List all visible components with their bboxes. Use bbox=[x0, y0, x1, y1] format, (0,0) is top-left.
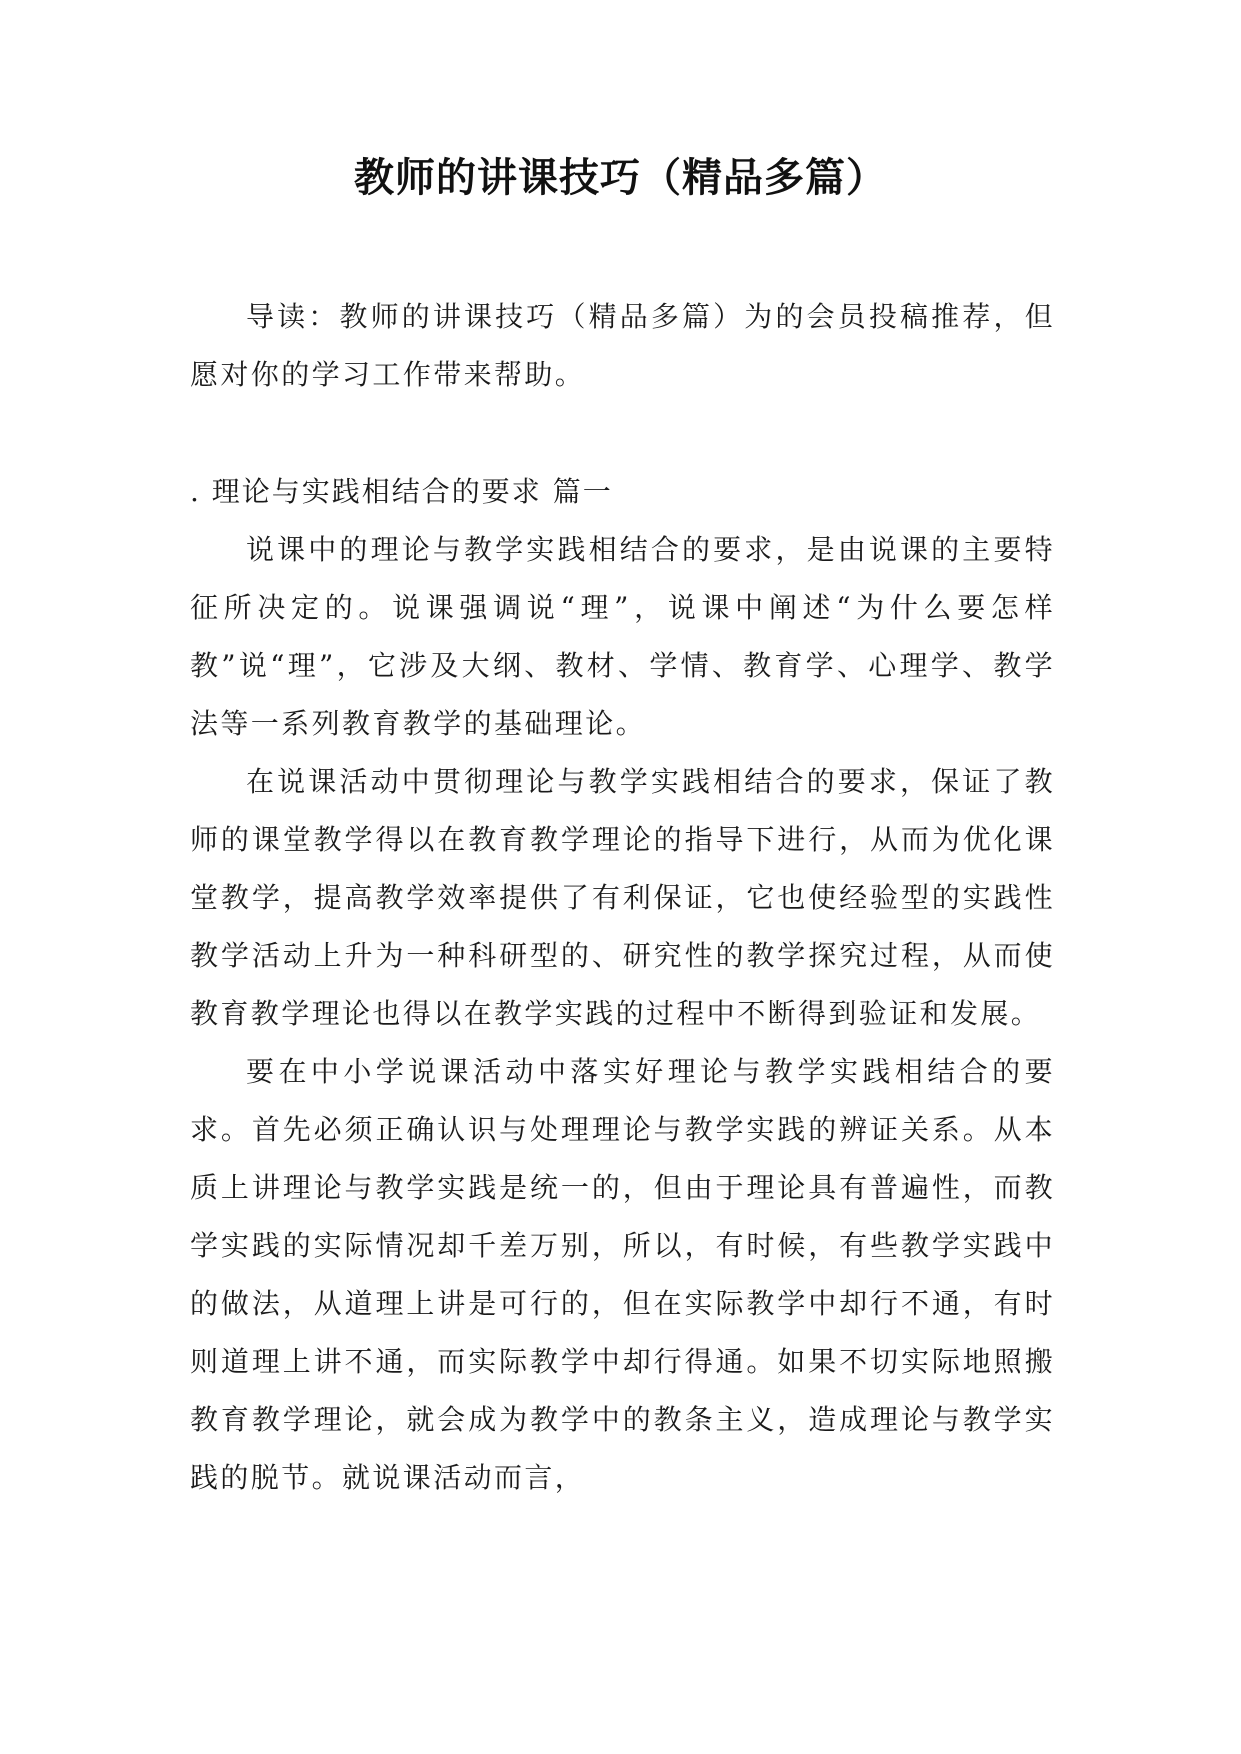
section-body bbox=[190, 521, 1055, 1507]
body-paragraph-2: 在说课活动中贯彻理论与教学实践相结合的要求，保证了教师的课堂教学得以在教育教学理论的指导下进行，从而为优化课堂教学，提高教学效率提供了有利保证，它也使经验型的实践性教学活动上升为一种科研型的、研究性的教学探究过程，从而使教育教学理论也得以在教学实践的过程中不断得到验证和发展。 bbox=[190, 765, 1055, 1030]
body-paragraph-1: 说课中的理论与教学实践相结合的要求，是由说课的主要特征所决定的。说课强调说“理”，说课中阐述“为什么要怎样教”说“理”，它涉及大纲、教材、学情、教育学、心理学、教学法等一系列教育教学的基础理论。 bbox=[190, 533, 1055, 740]
section-heading: . 理论与实践相结合的要求 篇一 bbox=[190, 475, 613, 508]
body-paragraph-3: 要在中小学说课活动中落实好理论与教学实践相结合的要求。首先必须正确认识与处理理论与教学实践的辨证关系。从本质上讲理论与教学实践是统一的，但由于理论具有普遍性，而教学实践的实际情况却千差万别，所以，有时候，有些教学实践中的做法，从道理上讲是可行的，但在实际教学中却行不通，有时则道理上讲不通，而实际教学中却行得通。如果不切实际地照搬教育教学理论，就会成为教学中的教条主义，造成理论与教学实践的脱节。就说课活动而言， bbox=[190, 1055, 1055, 1494]
document-title: 教师的讲课技巧（精品多篇） bbox=[354, 155, 887, 201]
intro-paragraph: 导读：教师的讲课技巧（精品多篇）为的会员投稿推荐，但愿对你的学习工作带来帮助。 bbox=[190, 300, 1055, 391]
